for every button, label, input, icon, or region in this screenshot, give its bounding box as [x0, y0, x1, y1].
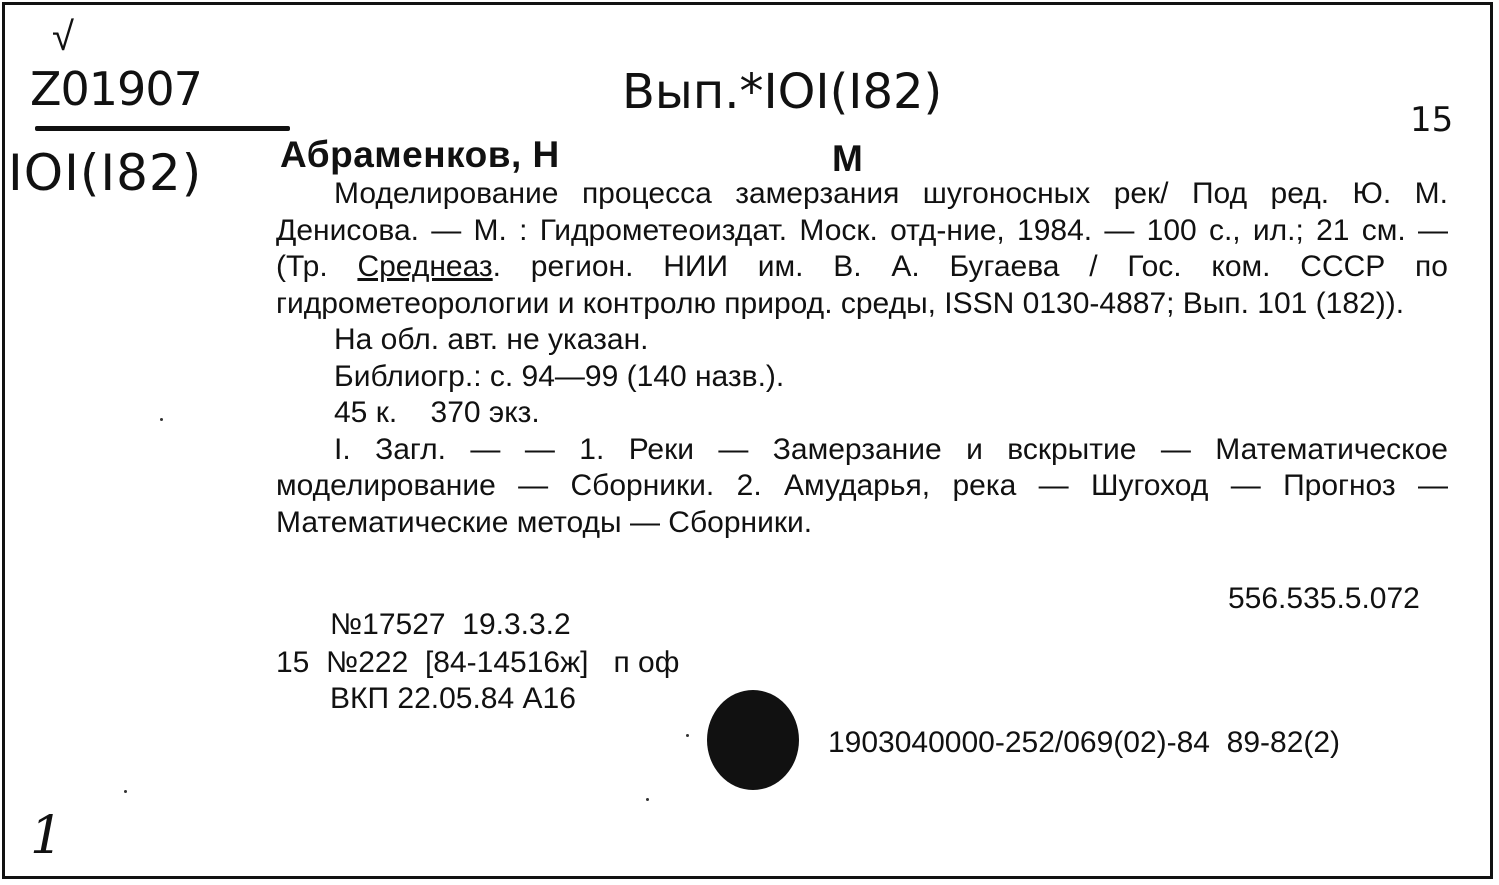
speck: [160, 418, 163, 421]
subjects-paragraph: I. Загл. — — 1. Реки — Замерзание и вскрытие — Математическое моделирование — Сборники. 2. Амударья, река — Шугоход — Прогноз — Математические методы — Сборники.: [276, 432, 1448, 539]
header-volume: Вып.*IOI(I82): [622, 64, 943, 120]
side-volume-number: IOI(I82): [8, 144, 203, 202]
catalog-code: 1903040000-252/069(02)-84 89-82(2): [828, 726, 1341, 759]
check-mark: √: [52, 14, 74, 60]
title-text-underlined: Среднеаз: [357, 250, 493, 283]
ink-dot: [707, 690, 799, 790]
note-author: На обл. авт. не указан.: [334, 323, 649, 356]
title-text-start: Моделирование процесса замерзания шугоносных рек/ Под ред. Ю. М. Денисова. — М. : Гидрометеоиздат. Моск. отд-ние, 1984. — 100 с., ил.; 21 см. — (Тр.: [276, 177, 1448, 283]
speck: [686, 734, 689, 737]
page-number: 15: [1410, 100, 1454, 140]
author-initial: М: [832, 138, 863, 179]
speck: [646, 798, 649, 801]
corner-mark: 1: [30, 806, 64, 866]
note-bibliography: Библиогр.: с. 94—99 (140 назв.).: [334, 359, 785, 393]
inventory-underline: [35, 126, 290, 131]
reference-line-3: ВКП 22.05.84 А16: [330, 682, 576, 715]
title-paragraph: [276, 176, 1448, 322]
speck: [124, 790, 127, 793]
title-text-end: . регион. НИИ им. В. А. Бугаева / Гос. ком. СССР по гидрометеорологии и контролю природ. среды, ISSN 0130-4887; Вып. 101 (182)).: [276, 250, 1448, 320]
author-name: Абраменков, Н: [280, 134, 560, 175]
description-block: [276, 176, 1448, 541]
inventory-number: Z01907: [30, 62, 202, 116]
price-copies: 45 к. 370 экз.: [334, 396, 540, 429]
reference-line-2: 15 №222 [84-14516ж] п оф: [276, 646, 680, 679]
reference-line-1: №17527 19.3.3.2: [330, 608, 571, 641]
udc-code: 556.535.5.072: [1228, 582, 1420, 615]
